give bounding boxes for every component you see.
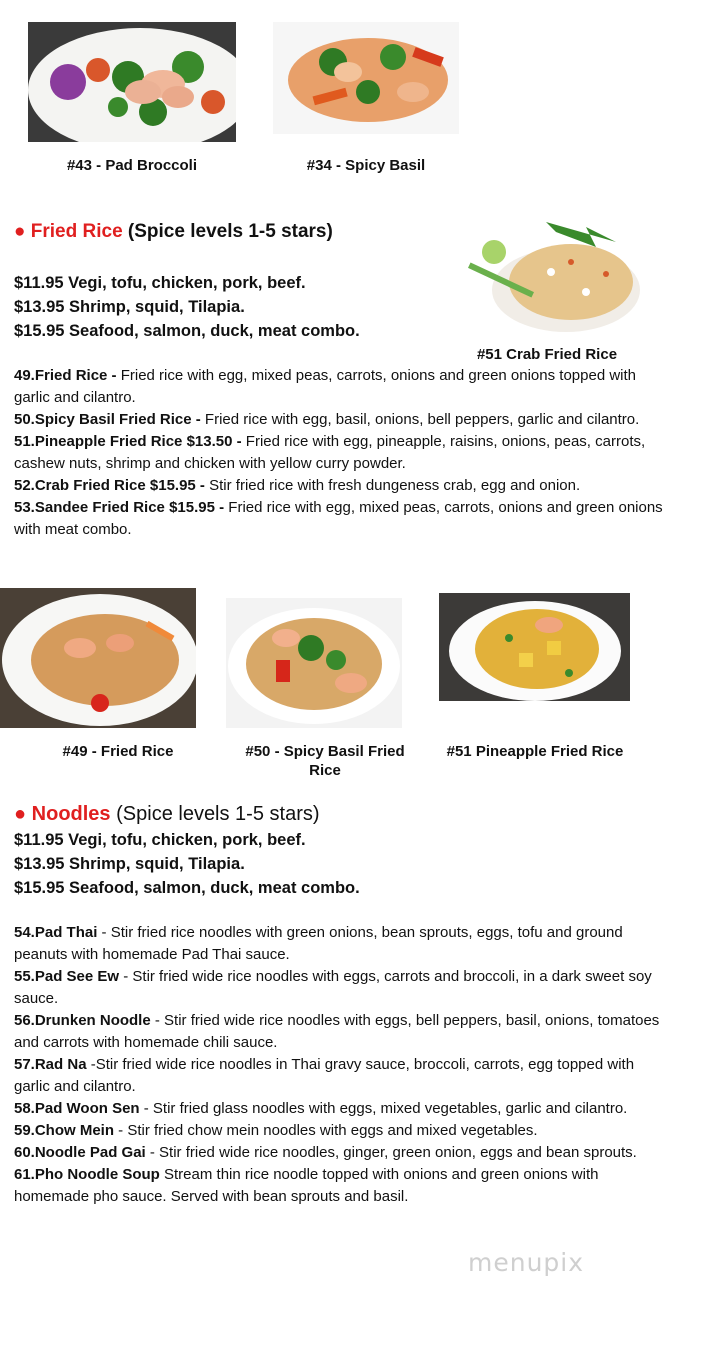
photo-crab-fried-rice	[466, 212, 640, 338]
menu-item: 51.Pineapple Fried Rice $13.50 - Fried rice with egg, pineapple, raisins, onions, peas, carrots, cashew nuts, shrimp and chicken with yellow curry powder.	[14, 433, 646, 472]
menu-item: 57.Rad Na -Stir fried wide rice noodles in Thai gravy sauce, broccoli, carrots, egg topped with garlic and cilantro.	[14, 1056, 635, 1095]
photo-spicy-basil-fried-rice	[226, 598, 402, 728]
noodles-items	[14, 922, 664, 1208]
bullet-icon: ●	[14, 803, 27, 825]
fried-rice-price-2: $13.95 Shrimp, squid, Tilapia.	[14, 298, 245, 316]
caption-fried-rice: #49 - Fried Rice	[62, 743, 174, 760]
caption-spicy-basil: #34 - Spicy Basil	[306, 157, 426, 174]
photo-spicy-basil	[273, 22, 459, 134]
menu-item: 61.Pho Noodle Soup Stream thin rice noodle topped with onions and green onions with homemade pho sauce. Served with bean sprouts and basil.	[14, 1166, 599, 1205]
menu-item: 60.Noodle Pad Gai - Stir fried wide rice noodles, ginger, green onion, eggs and bean sprouts.	[14, 1144, 637, 1161]
noodles-price-3: $15.95 Seafood, salmon, duck, meat combo.	[14, 879, 360, 897]
photo-pad-broccoli	[28, 22, 236, 142]
fried-rice-items	[14, 365, 664, 541]
noodles-title: Noodles	[31, 803, 111, 825]
bullet-icon: ●	[14, 221, 26, 242]
noodles-heading	[14, 803, 320, 826]
menu-item: 50.Spicy Basil Fried Rice - Fried rice with egg, basil, onions, bell peppers, garlic and cilantro.	[14, 411, 640, 428]
photo-pineapple-fried-rice	[439, 593, 630, 701]
menu-item: 59.Chow Mein - Stir fried chow mein noodles with eggs and mixed vegetables.	[14, 1122, 538, 1139]
noodles-price-2: $13.95 Shrimp, squid, Tilapia.	[14, 855, 245, 873]
fried-rice-heading	[14, 221, 333, 243]
menu-item: 54.Pad Thai - Stir fried rice noodles with green onions, bean sprouts, eggs, tofu and ground peanuts with homemade Pad Thai sauce.	[14, 924, 623, 963]
caption-pineapple-fried-rice: #51 Pineapple Fried Rice	[446, 743, 624, 760]
fried-rice-price-3: $15.95 Seafood, salmon, duck, meat combo.	[14, 322, 360, 340]
menu-item: 56.Drunken Noodle - Stir fried wide rice noodles with eggs, bell peppers, basil, onions, tomatoes and carrots with homemade chili sauce.	[14, 1012, 660, 1051]
noodles-subtitle: (Spice levels 1-5 stars)	[116, 803, 320, 825]
fried-rice-subtitle: (Spice levels 1-5 stars)	[127, 221, 333, 242]
menu-item: 52.Crab Fried Rice $15.95 - Stir fried rice with fresh dungeness crab, egg and onion.	[14, 477, 581, 494]
photo-fried-rice	[0, 588, 196, 728]
caption-pad-broccoli: #43 - Pad Broccoli	[66, 157, 198, 174]
caption-spicy-basil-fried-rice: #50 - Spicy Basil Fried Rice	[245, 743, 405, 779]
menu-item: 49.Fried Rice - Fried rice with egg, mixed peas, carrots, onions and green onions topped with garlic and cilantro.	[14, 367, 637, 406]
menu-item: 55.Pad See Ew - Stir fried wide rice noodles with eggs, carrots and broccoli, in a dark sweet soy sauce.	[14, 968, 652, 1007]
noodles-price-1: $11.95 Vegi, tofu, chicken, pork, beef.	[14, 831, 306, 849]
fried-rice-price-1: $11.95 Vegi, tofu, chicken, pork, beef.	[14, 274, 306, 292]
fried-rice-title: Fried Rice	[30, 221, 123, 242]
watermark: menupix	[468, 1248, 585, 1277]
menu-item: 58.Pad Woon Sen - Stir fried glass noodles with eggs, mixed vegetables, garlic and cilantro.	[14, 1100, 628, 1117]
menu-item: 53.Sandee Fried Rice $15.95 - Fried rice with egg, mixed peas, carrots, onions and green onions with meat combo.	[14, 499, 663, 538]
caption-crab-fried-rice: #51 Crab Fried Rice	[476, 346, 618, 363]
